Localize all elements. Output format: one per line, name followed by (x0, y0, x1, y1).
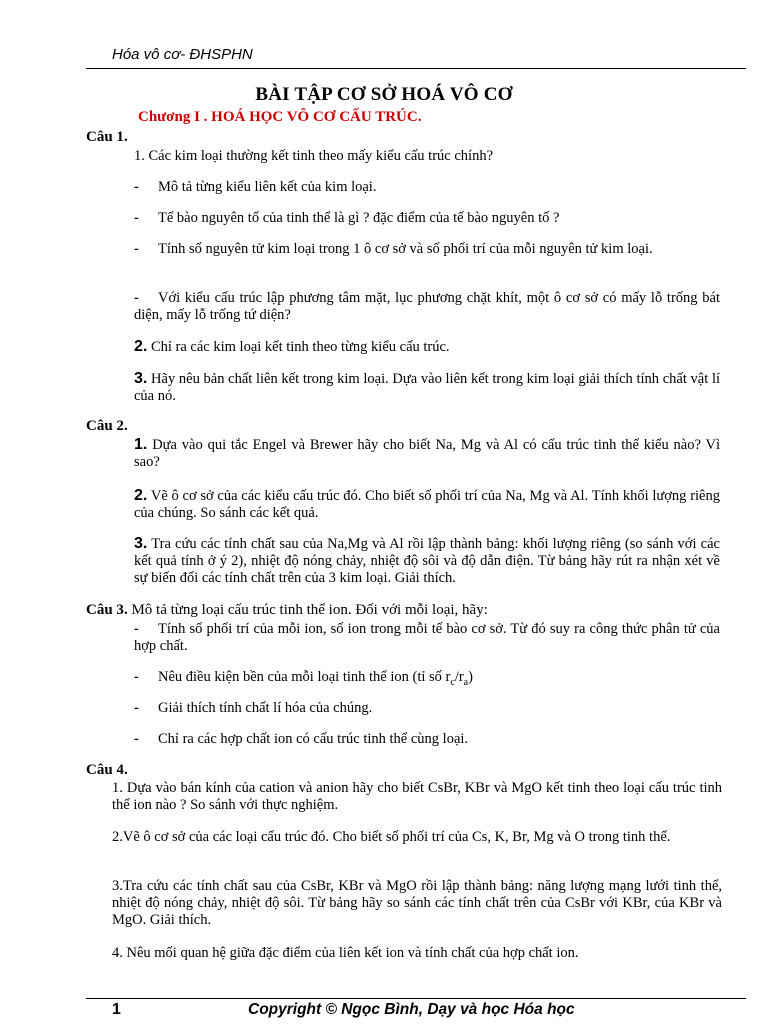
q1-item-1: 1. Các kim loại thường kết tinh theo mấy kiểu cấu trúc chính? (134, 148, 494, 164)
question-2-label: Câu 2. (86, 418, 128, 434)
question-1-label: Câu 1. (86, 129, 128, 145)
q2-item-1: 1. Dựa vào qui tắc Engel và Brewer hãy cho biết Na, Mg và Al có cấu trúc tinh thể kiểu nào? Vì sao? (134, 436, 720, 470)
copyright-footer: Copyright © Ngọc Bình, Dạy và học Hóa học (248, 1001, 575, 1018)
footer-rule (86, 998, 746, 999)
q1-item-3: - Tế bào nguyên tố của tinh thể là gì ? đặc điểm của tế bào nguyên tố ? (134, 210, 560, 226)
q3-item-2: - Nêu điều kiện bền của mỗi loại tinh thể ion (tỉ số $r_c/r_a$) (134, 669, 473, 688)
question-4-label: Câu 4. (86, 762, 128, 778)
q1-item-5: - Với kiểu cấu trúc lập phương tâm mặt, lục phương chặt khít, một ô cơ sở có mấy lỗ trống bát diện, mấy lỗ trống tứ diện? (134, 290, 720, 323)
q4-item-3: 3.Tra cứu các tính chất sau của CsBr, KBr và MgO rồi lập thành bảng: năng lượng mạng lưới tinh thể, nhiệt độ nóng chảy, nhiệt độ sôi. Từ bảng hãy so sánh các tính chất trên của CsBr với KBr, của KBr và MgO. Giải thích. (112, 878, 722, 928)
q2-item-3: 3. Tra cứu các tính chất sau của Na,Mg và Al rồi lập thành bảng: khối lượng riêng (so sánh với các kết quả tính ở ý 2), nhiệt độ nóng chảy, nhiệt độ sôi và độ dẫn điện. Từ bảng hãy rút ra nhận xét về sự biến đổi các tính chất trên của 3 kim loại. Giải thích. (134, 535, 720, 586)
chapter-heading: Chương I . HOÁ HỌC VÔ CƠ CẤU TRÚC. (138, 109, 422, 125)
q1-item-7: 3. Hãy nêu bản chất liên kết trong kim loại. Dựa vào liên kết trong kim loại giải thích tính chất vật lí của nó. (134, 370, 721, 404)
q1-item-2: - Mô tả từng kiểu liên kết của kim loại. (134, 179, 377, 195)
q1-item-4: - Tính số nguyên tử kim loại trong 1 ô cơ sở và số phối trí của mỗi nguyên tử kim loại. (134, 241, 653, 257)
q3-item-4: - Chỉ ra các hợp chất ion có cấu trúc tinh thể cùng loại. (134, 731, 469, 747)
header-rule (86, 68, 746, 69)
q4-item-2: 2.Vẽ ô cơ sở của các loại cấu trúc đó. Cho biết số phối trí của Cs, K, Br, Mg và O trong tinh thể. (112, 829, 671, 845)
q4-item-1: 1. Dựa vào bán kính của cation và anion hãy cho biết CsBr, KBr và MgO kết tinh theo loại cấu trúc tinh thể ion nào ? So sánh với thực nghiệm. (112, 780, 722, 813)
q4-item-4: 4. Nêu mối quan hệ giữa đặc điểm của liên kết ion và tính chất của hợp chất ion. (112, 945, 579, 961)
q3-item-1: - Tính số phối trí của mỗi ion, số ion trong mỗi tế bào cơ sở. Từ đó suy ra công thức phân tử của hợp chất. (134, 621, 720, 654)
q3-item-3: - Giải thích tính chất lí hóa của chúng. (134, 700, 373, 716)
running-header: Hóa vô cơ- ĐHSPHN (112, 46, 253, 63)
document-title: BÀI TẬP CƠ SỞ HOÁ VÔ CƠ (255, 84, 513, 105)
q1-item-6: 2. Chỉ ra các kim loại kết tinh theo từng kiểu cấu trúc. (134, 338, 450, 355)
q2-item-2: 2. Vẽ ô cơ sở của các kiểu cấu trúc đó. Cho biết số phối trí của Na, Mg và Al. Tính khối lượng riêng của chúng. So sánh các kết quả. (134, 487, 720, 521)
question-3-label: Câu 3. Mô tả từng loại cấu trúc tinh thể ion. Đối với mỗi loại, hãy: (86, 602, 488, 618)
page-number: 1 (112, 1001, 121, 1018)
